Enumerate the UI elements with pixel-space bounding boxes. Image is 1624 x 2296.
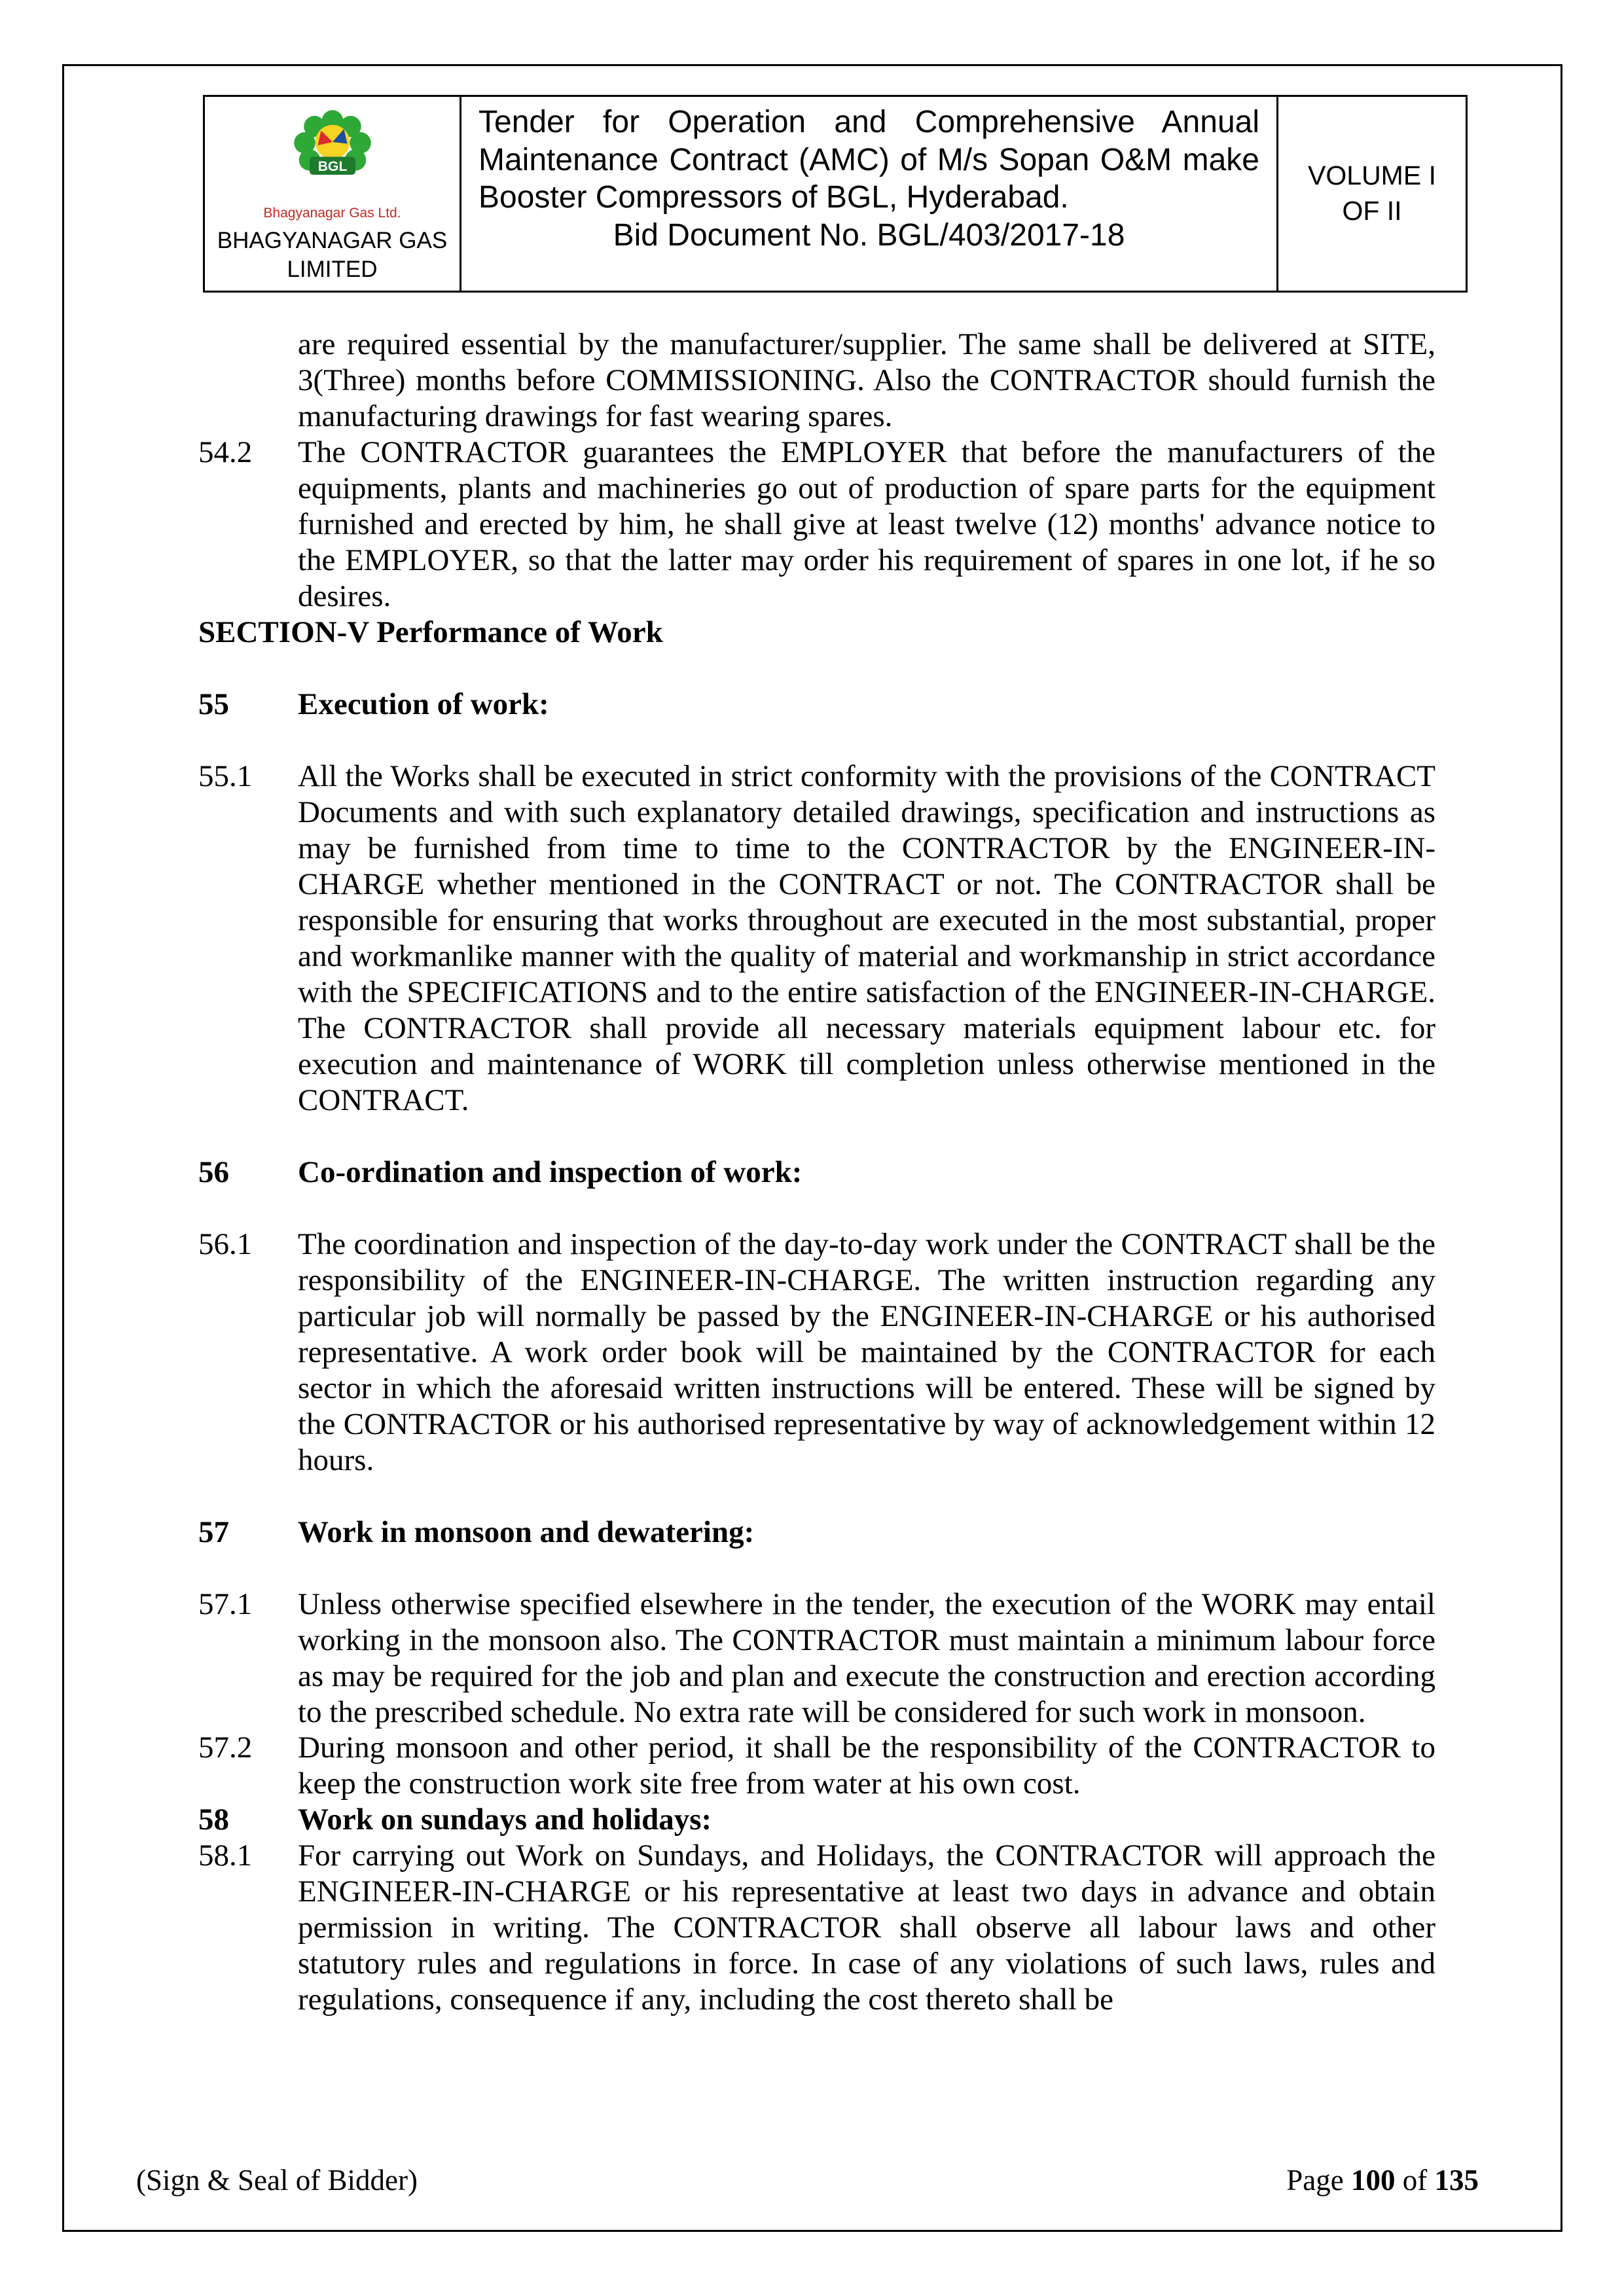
clause-text: Unless otherwise specified elsewhere in the tender, the execution of the WORK may entail working in the monsoon also. The CONTRACTOR must maintain a minimum labour force as may be required for the job and plan and execute the construction and erection according to the prescribed schedule. No extra rate will be considered for such work in monsoon. — [298, 1587, 1435, 1729]
company-name-line2: LIMITED — [287, 256, 378, 282]
heading-55 — [198, 687, 1435, 723]
page-label: Page — [1286, 2164, 1344, 2197]
clause-text: For carrying out Work on Sundays, and Holidays, the CONTRACTOR will approach the ENGINEER-IN-CHARGE or his representative at least two days in advance and obtain permission in writing. The CONTRACTOR shall observe all labour laws and other statutory rules and regulations in force. In case of any violations of such laws, rules and regulations, consequence if any, including the cost thereto shall be — [298, 1839, 1435, 2017]
clause-number: 55.1 — [198, 759, 253, 793]
clause-number: 57.2 — [198, 1731, 253, 1765]
clause-number: 56.1 — [198, 1227, 253, 1261]
page-border — [62, 64, 1562, 2232]
logo-cell — [205, 97, 461, 291]
tender-title: Tender for Operation and Comprehensive Annual Maintenance Contract (AMC) of M/s Sopan O&M make Booster Compressors of BGL, Hyderabad. — [478, 105, 1259, 215]
clause-number: 55 — [198, 687, 229, 721]
clause-text: The coordination and inspection of the day-to-day work under the CONTRACT shall be the responsibility of the ENGINEER-IN-CHARGE. The written instruction regarding any particular job will normally be passed by the ENGINEER-IN-CHARGE or his authorised representative. A work order book will be maintained by the CONTRACTOR for each sector in which the aforesaid written instructions will be entered. These will be signed by the CONTRACTOR or his authorised representative by way of acknowledgement within 12 hours. — [298, 1227, 1435, 1477]
heading-56 — [198, 1155, 1435, 1191]
clause-heading: Co-ordination and inspection of work: — [298, 1155, 803, 1189]
header-table — [203, 95, 1468, 293]
logo-brand-small-text: Bhagyanagar Gas Ltd. — [263, 206, 401, 221]
page-current: 100 — [1351, 2164, 1396, 2197]
document-body — [198, 327, 1435, 2018]
volume-cell — [1278, 97, 1466, 291]
heading-57 — [198, 1515, 1435, 1551]
bgl-logo-icon — [283, 106, 382, 204]
clause-text: The CONTRACTOR guarantees the EMPLOYER that before the manufacturers of the equipments, plants and machineries go out of production of spare parts for the equipment furnished and erected by him, he shall give at least twelve (12) months' advance notice to the EMPLOYER, so that the latter may order his requirement of spares in one lot, if he so desires. — [298, 435, 1435, 613]
page-of-label: of — [1402, 2164, 1428, 2197]
clause-number: 57 — [198, 1515, 229, 1549]
clause-heading: Execution of work: — [298, 687, 549, 721]
volume-line1: VOLUME I — [1308, 160, 1436, 191]
clause-57-2 — [198, 1730, 1435, 1802]
page-footer — [136, 2163, 1479, 2197]
company-name — [217, 226, 447, 284]
page-number — [1286, 2163, 1479, 2197]
volume-line2: OF II — [1342, 195, 1402, 226]
company-name-line1: BHAGYANAGAR GAS — [217, 228, 448, 253]
clause-text: During monsoon and other period, it shall be the responsibility of the CONTRACTOR to keep the construction work site free from water at his own cost. — [298, 1731, 1435, 1801]
clause-57-1 — [198, 1587, 1435, 1731]
title-cell — [461, 97, 1278, 291]
sign-seal-text: (Sign & Seal of Bidder) — [136, 2164, 418, 2197]
logo-bgl-text: BGL — [317, 158, 347, 174]
clause-number: 57.1 — [198, 1587, 253, 1621]
clause-number: 56 — [198, 1155, 229, 1189]
clause-heading: Work on sundays and holidays: — [298, 1803, 712, 1837]
heading-58 — [198, 1802, 1435, 1838]
clause-text: All the Works shall be executed in strict conformity with the provisions of the CONTRACT Documents and with such explanatory detailed drawings, specification and instructions as may be furnished from time to time to the CONTRACTOR by the ENGINEER-IN-CHARGE whether mentioned in the CONTRACT or not. The CONTRACTOR shall be responsible for ensuring that works throughout are executed in the most substantial, proper and workmanlike manner with the quality of material and workmanship in strict accordance with the SPECIFICATIONS and to the entire satisfaction of the ENGINEER-IN-CHARGE. The CONTRACTOR shall provide all necessary materials equipment labour etc. for execution and maintenance of WORK till completion unless otherwise mentioned in the CONTRACT. — [298, 759, 1435, 1117]
clause-55-1 — [198, 759, 1435, 1119]
clause-number: 58 — [198, 1803, 229, 1837]
page-total: 135 — [1434, 2164, 1479, 2197]
clause-heading: Work in monsoon and dewatering: — [298, 1515, 755, 1549]
clause-number: 54.2 — [198, 435, 253, 469]
clause-number: 58.1 — [198, 1839, 253, 1873]
clause-56-1 — [198, 1227, 1435, 1479]
clause-54-2 — [198, 435, 1435, 615]
clause-58-1 — [198, 1838, 1435, 2018]
paragraph-continuation: are required essential by the manufacturer/supplier. The same shall be delivered at SITE, 3(Three) months before COMMISSIONING. Also the CONTRACTOR should furnish the manufacturing drawings for fast wearing spares. — [298, 327, 1435, 433]
bid-document-number: Bid Document No. BGL/403/2017-18 — [613, 217, 1125, 253]
section-v-heading: SECTION-V Performance of Work — [198, 615, 663, 649]
